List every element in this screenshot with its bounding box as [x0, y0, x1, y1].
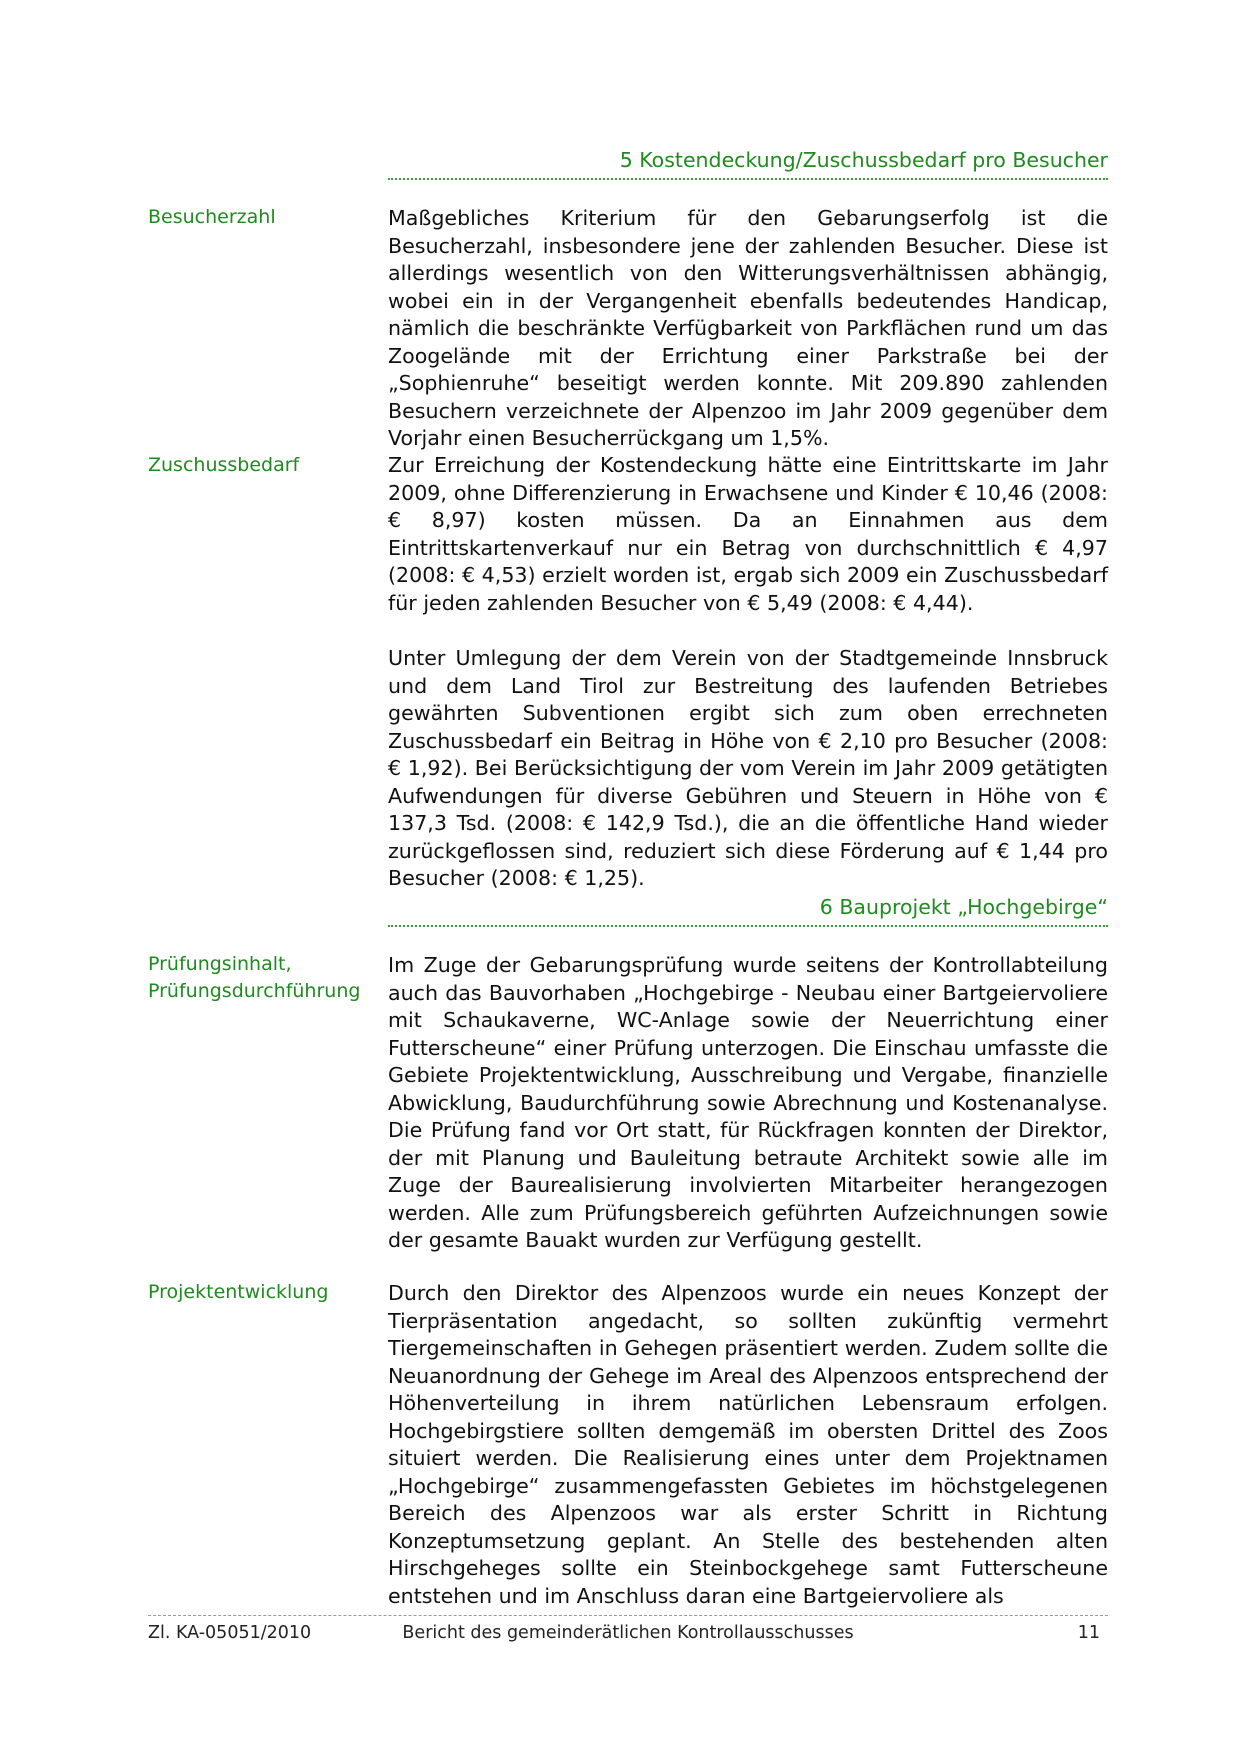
page-footer [148, 1615, 1108, 1650]
section-6-heading: 6 Bauprojekt „Hochgebirge“ [388, 893, 1108, 927]
margin-label-zuschussbedarf: Zuschussbedarf [148, 454, 300, 476]
footer-title: Bericht des gemeinderätlichen Kontrollausschusses [402, 1623, 854, 1643]
paragraph-pruefung: Im Zuge der Gebarungsprüfung wurde seitens der Kontrollabteilung auch das Bauvorhaben „Hochgebirge - Neubau einer Bartgeiervoliere mit Schaukaverne, WC-Anlage sowie der Neuerrichtung einer Futterscheune“ einer Prüfung unterzogen. Die Einschau umfasste die Gebiete Projektentwicklung, Ausschreibung und Vergabe, finanzielle Abwicklung, Baudurchführung sowie Abrechnung und Kostenanalyse. Die Prüfung fand vor Ort statt, für Rückfragen konnten der Direktor, der mit Planung und Bauleitung betraute Architekt sowie alle im Zuge der Baurealisierung involvierten Mitarbeiter herangezogen werden. Alle zum Prüfungsbereich geführten Aufzeichnungen sowie der gesamte Bauakt wurden zur Verfügung gestellt. [388, 953, 1108, 1252]
paragraph-projektentwicklung: Durch den Direktor des Alpenzoos wurde ein neues Konzept der Tierpräsentation angedacht, so sollten zukünftig vermehrt Tiergemeinschaften in Gehegen präsentiert werden. Zudem sollte die Neuanordnung der Gehege im Areal des Alpenzoos entsprechend der Höhenverteilung in ihrem natürlichen Lebensraum erfolgen. Hochgebirgstiere sollten demgemäß im obersten Drittel des Zoos situiert werden. Die Realisierung eines unter dem Projektnamen „Hochgebirge“ zusammengefassten Gebietes im höchstgelegenen Bereich des Alpenzoos war als erster Schritt in Richtung Konzeptumsetzung geplant. An Stelle des bestehenden alten Hirschgeheges sollte ein Steinbockgehege samt Futterscheune entstehen und im Anschluss daran eine Bartgeiervoliere als [388, 1281, 1108, 1608]
footer-reference: Zl. KA-05051/2010 [148, 1623, 312, 1643]
margin-label-projektentwicklung: Projektentwicklung [148, 1281, 329, 1303]
margin-label-pruefungsinhalt: Prüfungsinhalt, Prüfungsdurchführung [148, 953, 361, 1002]
margin-label-besucherzahl: Besucherzahl [148, 206, 276, 228]
footer-page-number: 11 [1077, 1623, 1100, 1643]
paragraph-besucherzahl: Maßgebliches Kriterium für den Gebarungserfolg ist die Besucherzahl, insbesondere jene der zahlenden Besucher. Diese ist allerdings wesentlich von den Witterungsverhältnissen abhängig, wobei ein in der Vergangenheit ebenfalls bedeutendes Handicap, nämlich die beschränkte Verfügbarkeit von Parkflächen rund um das Zoogelände mit der Errichtung einer Parkstraße bei der „Sophienruhe“ beseitigt werden konnte. Mit 209.890 zahlenden Besuchern verzeichnete der Alpenzoo im Jahr 2009 gegenüber dem Vorjahr einen Besucherrückgang um 1,5%. [388, 206, 1108, 450]
paragraph-zuschussbedarf-2: Unter Umlegung der dem Verein von der Stadtgemeinde Innsbruck und dem Land Tirol zur Bestreitung des laufenden Betriebes gewährten Subventionen ergibt sich zum oben errechneten Zuschussbedarf ein Beitrag in Höhe von € 2,10 pro Besucher (2008: € 1,92). Bei Berücksichtigung der vom Verein im Jahr 2009 getätigten Aufwendungen für diverse Gebühren und Steuern in Höhe von € 137,3 Tsd. (2008: € 142,9 Tsd.), die an die öffentliche Hand wieder zurückgeflossen sind, reduziert sich diese Förderung auf € 1,44 pro Besucher (2008: € 1,25). [388, 646, 1108, 890]
section-5-heading: 5 Kostendeckung/Zuschussbedarf pro Besucher [388, 146, 1108, 180]
paragraph-zuschussbedarf-1: Zur Erreichung der Kostendeckung hätte eine Eintrittskarte im Jahr 2009, ohne Differenzierung in Erwachsene und Kinder € 10,46 (2008: € 8,97) kosten müssen. Da an Einnahmen aus dem Eintrittskartenverkauf nur ein Betrag von durchschnittlich € 4,97 (2008: € 4,53) erzielt worden ist, ergab sich 2009 ein Zuschussbedarf für jeden zahlenden Besucher von € 5,49 (2008: € 4,44). [388, 453, 1108, 615]
